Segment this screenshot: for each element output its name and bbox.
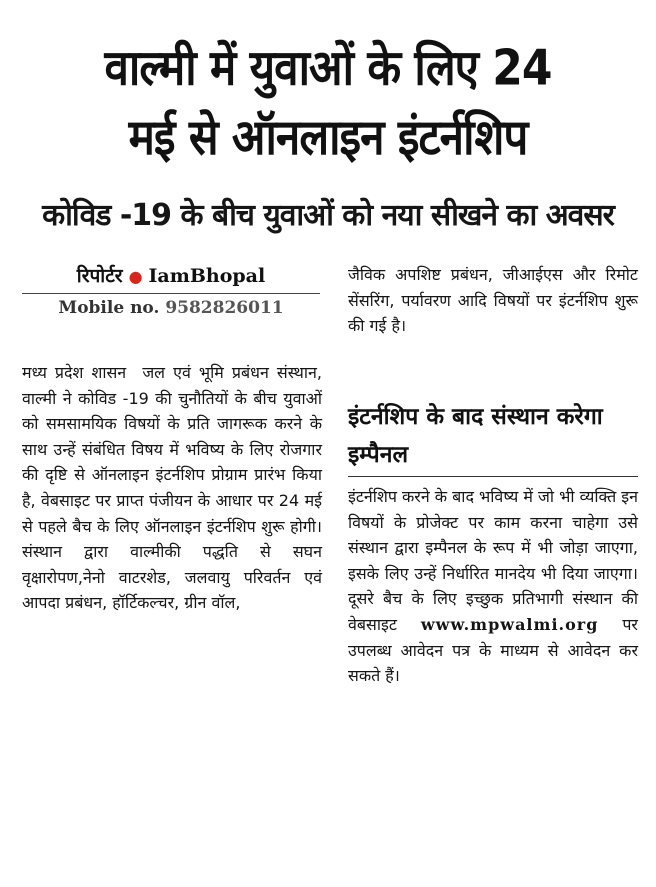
article-paragraph: [22, 360, 322, 616]
red-dot-icon: ●: [128, 267, 143, 286]
article-text-before-url: इंटर्नशिप करने के बाद भविष्य में जो भी व्यक्ति इन विषयों के प्रोजेक्ट पर काम करना चाहेगा उसे संस्थान द्वारा इम्पैनल के रूप में भी जोड़ा जाएगा, इसके लिए उन्हें निर्धारित मानदेय भी दिया जाएगा। दूसरे बैच के लिए इच्छुक प्रतिभागी संस्थान की वेबसाइट: [348, 487, 639, 634]
article-column-right-bottom: [348, 484, 638, 689]
reporter-name: IamBhopal: [148, 265, 266, 287]
article-text-part-2: जल एवं भूमि प्रबंधन संस्थान, वाल्मी ने कोविड -19 की चुनौतियों के बीच युवाओं को समसामयिक विषयों के प्रति जागरूक करने के साथ उन्हें संबंधित विषय में भविष्य के लिए रोजगार की दृष्टि से ऑनलाइन इंटर्नशिप प्रोग्राम प्रारंभ किया है, वेबसाइट पर प्राप्त पंजीयन के आधार पर 24 मई से पहले बैच के लिए ऑनलाइन इंटर्नशिप शुरू होगी। संस्थान द्वारा वाल्मीकी पद्धति से सघन वृक्षारोपण,नेनो वाटरशेड, जलवायु परिवर्तन एवं आपदा प्रबंधन, हॉर्टिकल्चर, ग्रीन वॉल,: [22, 363, 322, 613]
reporter-label: रिपोर्टर: [76, 265, 123, 287]
headline-line-2: मई से ऑनलाइन इंटर्नशिप: [128, 109, 528, 167]
section-subheading: इंटर्नशिप के बाद संस्थान करेगा इम्पैनल: [348, 398, 638, 477]
article-paragraph: जैविक अपशिष्ट प्रबंधन, जीआईएस और रिमोट सेंसरिंग, पर्यावरण आदि विषयों पर इंटर्नशिप शुरू की गई है।: [348, 265, 638, 336]
article-paragraph: [348, 484, 638, 689]
byline: [22, 262, 320, 322]
subheadline: कोविड -19 के बीच युवाओं को नया सीखने का अवसर: [42, 198, 614, 233]
mobile-line: [22, 294, 320, 322]
reporter-line: [22, 262, 320, 294]
article-text-part-1: मध्य प्रदेश शासन: [22, 363, 127, 382]
article-column-right-top: [348, 262, 638, 339]
headline: [14, 34, 642, 173]
website-url: www.mpwalmi.org: [420, 614, 599, 634]
article-text-after-url: पर उपलब्ध आवेदन पत्र के माध्यम से आवेदन कर सकते हैं।: [348, 614, 638, 686]
mobile-number: 9582826011: [165, 298, 284, 318]
article-column-left: [22, 360, 322, 616]
headline-line-1: वाल्मी में युवाओं के लिए 24: [104, 39, 552, 97]
mobile-label: Mobile no.: [58, 298, 160, 318]
